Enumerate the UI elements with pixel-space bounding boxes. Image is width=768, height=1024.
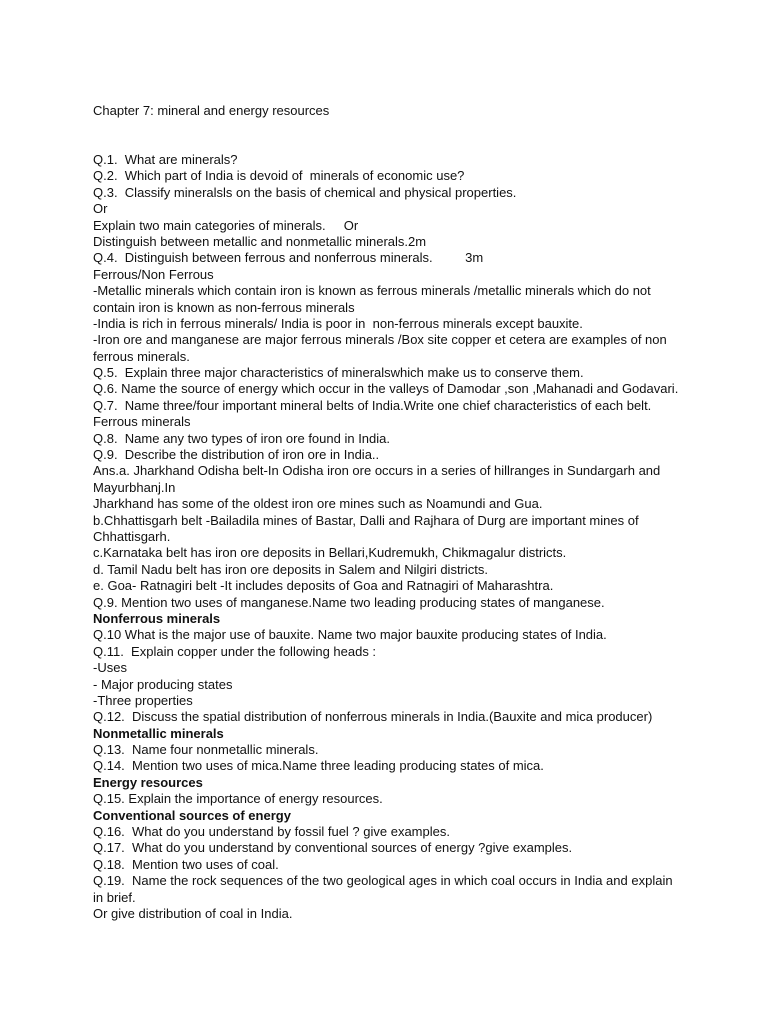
section-heading: Energy resources bbox=[93, 774, 203, 790]
text-line: ferrous minerals. bbox=[93, 348, 190, 364]
text-line: d. Tamil Nadu belt has iron ore deposits in Salem and Nilgiri districts. bbox=[93, 561, 488, 577]
text-line: Q.16. What do you understand by fossil fuel ? give examples. bbox=[93, 824, 450, 840]
text-line: -Iron ore and manganese are major ferrous minerals /Box site copper et cetera are examples of non bbox=[93, 332, 667, 348]
text-line: Ans.a. Jharkhand Odisha belt-In Odisha iron ore occurs in a series of hillranges in Sundargarh and bbox=[93, 463, 661, 479]
text-line: Q.7. Name three/four important mineral belts of India.Write one chief characteristics of each belt. bbox=[93, 397, 652, 413]
text-line: contain iron is known as non-ferrous minerals bbox=[93, 299, 355, 315]
text-line: Q.9. Mention two uses of manganese.Name two leading producing states of manganese. bbox=[93, 594, 605, 610]
text-line: Q.3. Classify mineralsls on the basis of chemical and physical properties. bbox=[93, 184, 517, 200]
text-line: Explain two main categories of minerals. Or bbox=[93, 217, 359, 233]
document-body bbox=[93, 152, 693, 922]
text-line: Q.8. Name any two types of iron ore found in India. bbox=[93, 430, 390, 446]
text-line: Q.12. Discuss the spatial distribution of nonferrous minerals in India.(Bauxite and mica producer) bbox=[93, 709, 653, 725]
text-line: c.Karnataka belt has iron ore deposits in Bellari,Kudremukh, Chikmagalur districts. bbox=[93, 545, 567, 561]
text-line: Q.6. Name the source of energy which occur in the valleys of Damodar ,son ,Mahanadi and Godavari. bbox=[93, 381, 679, 397]
page-title: Chapter 7: mineral and energy resources bbox=[93, 103, 330, 118]
text-line: Q.14. Mention two uses of mica.Name three leading producing states of mica. bbox=[93, 758, 544, 774]
text-line: e. Goa- Ratnagiri belt -It includes deposits of Goa and Ratnagiri of Maharashtra. bbox=[93, 578, 554, 594]
text-line: Q.19. Name the rock sequences of the two geological ages in which coal occurs in India and explain bbox=[93, 873, 673, 889]
text-line: -Uses bbox=[93, 660, 127, 676]
text-line: Q.10 What is the major use of bauxite. Name two major bauxite producing states of India. bbox=[93, 627, 607, 643]
text-line: Q.18. Mention two uses of coal. bbox=[93, 856, 279, 872]
section-heading: Conventional sources of energy bbox=[93, 807, 291, 823]
section-heading: Nonferrous minerals bbox=[93, 610, 221, 626]
text-line: Q.5. Explain three major characteristics of mineralswhich make us to conserve them. bbox=[93, 365, 584, 381]
text-line: Chhattisgarh. bbox=[93, 528, 171, 544]
text-line: Q.4. Distinguish between ferrous and nonferrous minerals. 3m bbox=[93, 250, 484, 266]
text-line: Mayurbhanj.In bbox=[93, 479, 176, 495]
text-line: Q.15. Explain the importance of energy resources. bbox=[93, 791, 383, 807]
text-line: -Metallic minerals which contain iron is known as ferrous minerals /metallic minerals which do not bbox=[93, 283, 651, 299]
text-line: Distinguish between metallic and nonmetallic minerals.2m bbox=[93, 233, 427, 249]
text-line: Or bbox=[93, 201, 108, 217]
text-line: Q.13. Name four nonmetallic minerals. bbox=[93, 742, 319, 758]
text-line: Ferrous/Non Ferrous bbox=[93, 266, 214, 282]
text-line: Q.17. What do you understand by conventional sources of energy ?give examples. bbox=[93, 840, 573, 856]
text-line: - Major producing states bbox=[93, 676, 233, 692]
text-line: -India is rich in ferrous minerals/ India is poor in non-ferrous minerals except bauxite. bbox=[93, 315, 583, 331]
text-line: Q.2. Which part of India is devoid of minerals of economic use? bbox=[93, 168, 465, 184]
text-line: Q.1. What are minerals? bbox=[93, 152, 238, 167]
text-line: in brief. bbox=[93, 889, 136, 905]
text-line: Jharkhand has some of the oldest iron ore mines such as Noamundi and Gua. bbox=[93, 496, 543, 512]
text-line: Q.9. Describe the distribution of iron ore in India.. bbox=[93, 447, 380, 463]
text-line: Ferrous minerals bbox=[93, 414, 191, 430]
text-line: b.Chhattisgarh belt -Bailadila mines of Bastar, Dalli and Rajhara of Durg are important mines of bbox=[93, 512, 639, 528]
text-line: Q.11. Explain copper under the following heads : bbox=[93, 643, 377, 659]
section-heading: Nonmetallic minerals bbox=[93, 725, 224, 741]
text-line: -Three properties bbox=[93, 692, 193, 708]
text-line: Or give distribution of coal in India. bbox=[93, 905, 293, 921]
